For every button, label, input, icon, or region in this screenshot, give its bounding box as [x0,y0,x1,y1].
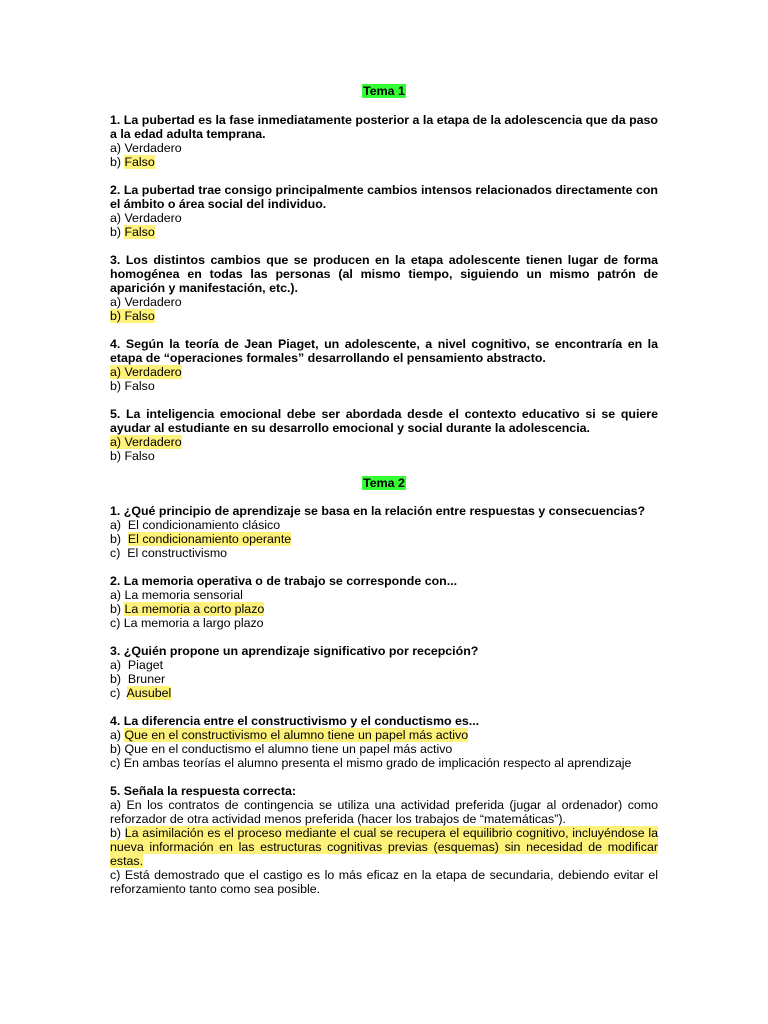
option-b-correct: b) La asimilación es el proceso mediante el cual se recupera el equilibrio cognitivo, incluyéndose la nueva información en las estructuras cognitivas previas (esquemas) sin necesidad de modificar estas. [110,826,658,868]
option-a: a) Verdadero [110,141,182,155]
option-a: a) El condicionamiento clásico [110,518,281,532]
question-text: 3. Los distintos cambios que se producen en la etapa adolescente tienen lugar de forma homogénea en todas las personas (al mismo tiempo, siguiendo un mismo patrón de aparición y manifestación, etc.). [110,253,658,295]
tema-1-heading: Tema 1 [363,84,405,98]
option-b-correct: b) Falso [110,155,155,169]
option-b: b) Falso [110,449,155,463]
option-b: b) Bruner [110,672,166,686]
question-text: 2. La memoria operativa o de trabajo se corresponde con... [110,574,458,588]
option-b: b) Falso [110,379,155,393]
option-c: c) El constructivismo [110,546,228,560]
exam-document [110,84,658,910]
question-text: 3. ¿Quién propone un aprendizaje significativo por recepción? [110,644,479,658]
question-text: 2. La pubertad trae consigo principalmente cambios intensos relacionados directamente con el ámbito o área social del individuo. [110,183,658,211]
question-text: 1. ¿Qué principio de aprendizaje se basa en la relación entre respuestas y consecuencias? [110,504,646,518]
question-text: 1. La pubertad es la fase inmediatamente posterior a la etapa de la adolescencia que da paso a la edad adulta temprana. [110,113,658,141]
option-b: b) Que en el conductismo el alumno tiene un papel más activo [110,742,453,756]
question-text: 5. La inteligencia emocional debe ser abordada desde el contexto educativo si se quiere ayudar al estudiante en su desarrollo emocional y social durante la adolescencia. [110,407,658,435]
tema2-question-4 [110,714,658,770]
option-a: a) Piaget [110,658,164,672]
option-a-correct: a) Verdadero [110,365,182,379]
option-c: c) En ambas teorías el alumno presenta el mismo grado de implicación respecto al aprendizaje [110,756,632,770]
option-a: a) Verdadero [110,295,182,309]
tema2-question-5 [110,784,658,896]
tema1-question-3 [110,253,658,323]
option-a: a) La memoria sensorial [110,588,243,602]
option-a-correct: a) Que en el constructivismo el alumno tiene un papel más activo [110,728,469,742]
option-a: a) Verdadero [110,211,182,225]
tema2-question-2 [110,574,658,630]
question-text: 4. La diferencia entre el constructivismo y el conductismo es... [110,714,480,728]
tema2-question-3 [110,644,658,700]
tema2-question-1 [110,504,658,560]
tema1-question-2 [110,183,658,239]
question-text: 4. Según la teoría de Jean Piaget, un adolescente, a nivel cognitivo, se encontraría en la etapa de “operaciones formales” desarrollando el pensamiento abstracto. [110,337,658,365]
question-text: 5. Señala la respuesta correcta: [110,784,296,798]
tema1-question-1 [110,113,658,169]
tema-2-heading: Tema 2 [363,476,405,490]
option-a: a) En los contratos de contingencia se utiliza una actividad preferida (jugar al ordenador) como reforzador de otra actividad menos preferida (hacer los trabajos de “matemáticas”). [110,798,658,826]
option-b-correct: b) Falso [110,309,155,323]
option-c-correct: c) Ausubel [110,686,172,700]
option-c: c) La memoria a largo plazo [110,616,264,630]
tema1-question-5 [110,407,658,463]
tema1-question-4 [110,337,658,393]
option-c: c) Está demostrado que el castigo es lo más eficaz en la etapa de secundaria, debiendo evitar el reforzamiento tanto como sea posible. [110,868,658,896]
option-b-correct: b) Falso [110,225,155,239]
option-b-correct: b) La memoria a corto plazo [110,602,265,616]
option-b-correct: b) El condicionamiento operante [110,532,292,546]
option-a-correct: a) Verdadero [110,435,182,449]
